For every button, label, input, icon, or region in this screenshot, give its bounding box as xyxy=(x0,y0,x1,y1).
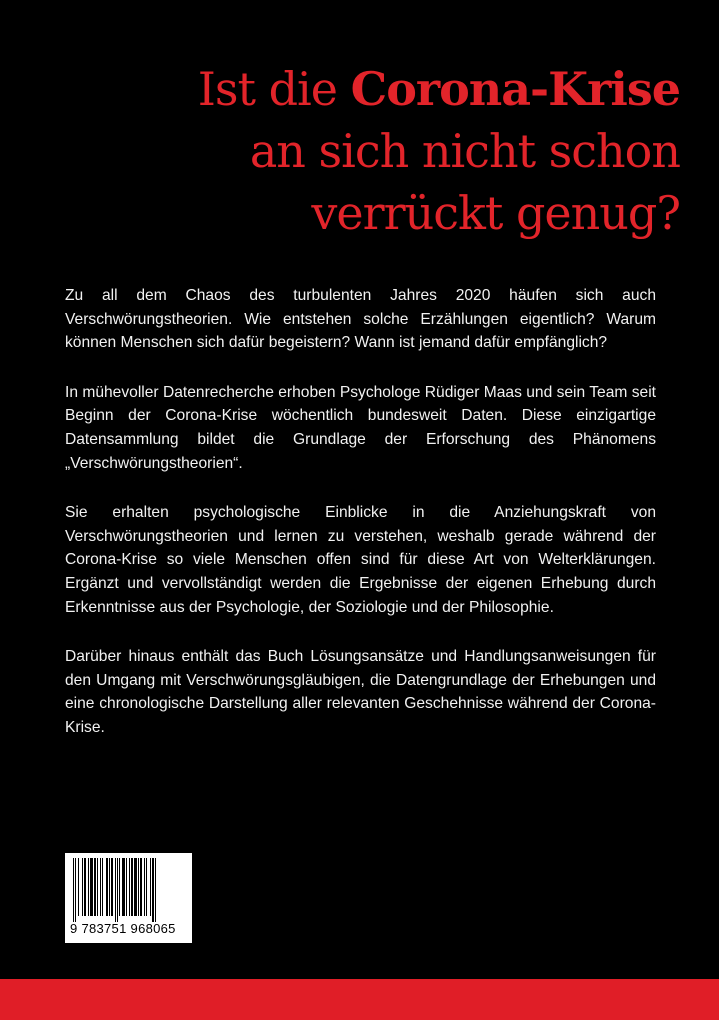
blurb-text xyxy=(65,284,656,766)
headline-prefix: Ist die xyxy=(197,62,351,116)
headline-emphasis: Corona-Krise xyxy=(350,62,680,116)
headline-line-1 xyxy=(40,58,680,120)
headline-line-3: verrückt genug? xyxy=(311,186,680,240)
isbn-barcode xyxy=(65,853,192,943)
headline xyxy=(40,58,680,244)
isbn-digits: 9 783751 968065 xyxy=(70,921,176,936)
headline-line-2: an sich nicht schon xyxy=(249,124,680,178)
blurb-paragraph: Darüber hinaus enthält das Buch Lösungsansätze und Handlungsanweisungen für den Umgang mit Verschwörungsgläubigen, die Datengrundlage der Erhebungen und eine chronologische Darstellung aller relevanten Geschehnisse während der Corona-Krise. xyxy=(65,648,656,736)
blurb-paragraph: Sie erhalten psychologische Einblicke in die Anziehungskraft von Verschwörungstheorien und lernen zu verstehen, weshalb gerade während der Corona-Krise so viele Menschen offen sind für diese Art von Welterklärungen. Ergänzt und vervollständigt werden die Ergebnisse der eigenen Erhebung durch Erkenntnisse aus der Psychologie, der Soziologie und der Philosophie. xyxy=(65,504,656,616)
blurb-paragraph: Zu all dem Chaos des turbulenten Jahres 2020 häufen sich auch Verschwörungstheorien. Wie entstehen solche Erzählungen eigentlich? Warum können Menschen sich dafür begeistern? Wann ist jemand dafür empfänglich? xyxy=(65,287,656,352)
blurb-paragraph: In mühevoller Datenrecherche erhoben Psychologe Rüdiger Maas und sein Team seit Beginn der Corona-Krise wöchentlich bundesweit Daten. Diese einzigartige Datensammlung bildet die Grundlage der Erforschung des Phänomens „Verschwörungstheorien“. xyxy=(65,383,656,472)
bottom-accent-band xyxy=(0,979,719,1020)
barcode-icon xyxy=(71,858,186,922)
